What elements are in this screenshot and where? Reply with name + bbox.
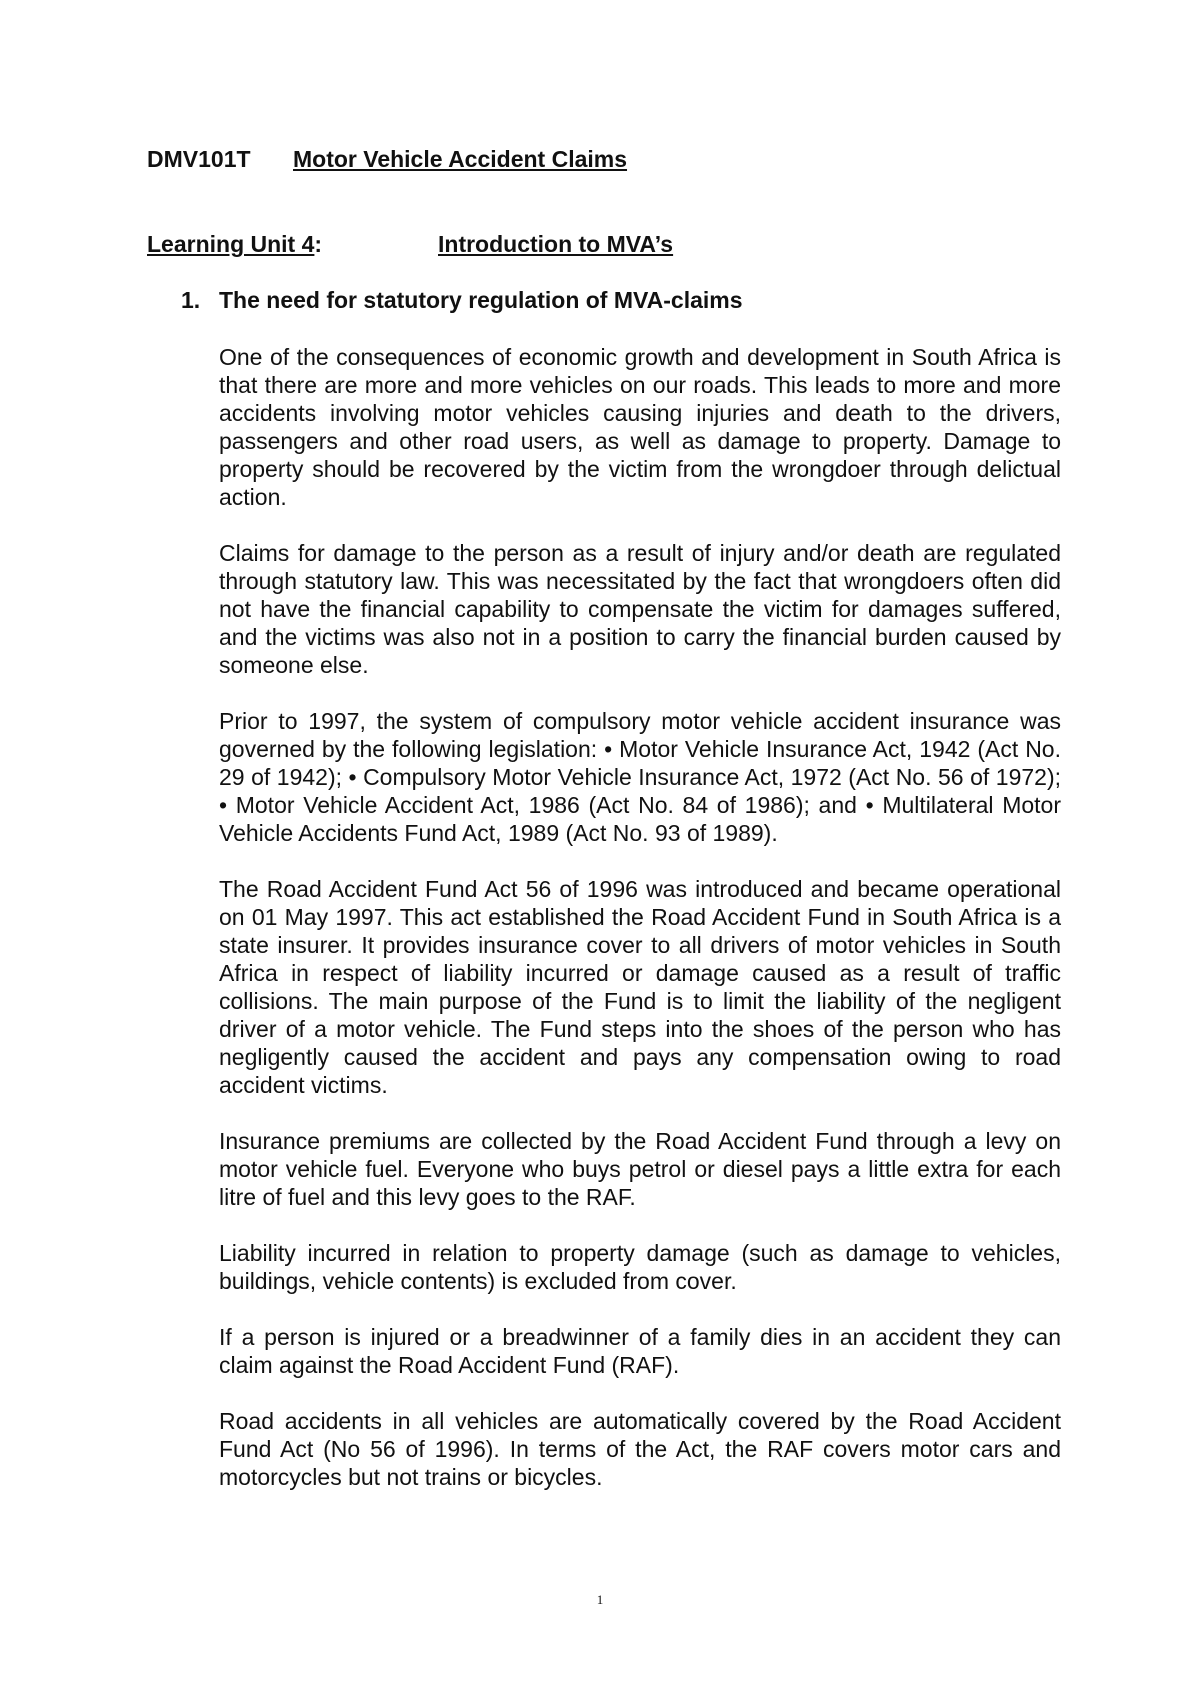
learning-unit-label-text: Learning Unit 4 [147, 231, 315, 257]
course-header [147, 146, 627, 173]
paragraph-prior-legislation: Prior to 1997, the system of compulsory motor vehicle accident insurance was governed by the following legislation: • Motor Vehicle Insurance Act, 1942 (Act No. 29 of 1942); • Compulsory Motor Vehicle Insurance Act, 1972 (Act No. 56 of 1972); • Motor Vehicle Accident Act, 1986 (Act No. 84 of 1986); and • Multilateral Motor Vehicle Accidents Fund Act, 1989 (Act No. 93 of 1989). [219, 708, 1061, 846]
paragraph-statutory-claims: Claims for damage to the person as a result of injury and/or death are regulated through statutory law. This was necessitated by the fact that wrongdoers often did not have the financial capability to compensate the victim for damages suffered, and the victims was also not in a position to carry the financial burden caused by someone else. [219, 540, 1061, 678]
paragraph-raf-act: The Road Accident Fund Act 56 of 1996 was introduced and became operational on 01 May 1997. This act established the Road Accident Fund in South Africa is a state insurer. It provides insurance cover to all drivers of motor vehicles in South Africa in respect of liability incurred or damage caused as a result of traffic collisions. The main purpose of the Fund is to limit the liability of the negligent driver of a motor vehicle. The Fund steps into the shoes of the person who has negligently caused the accident and pays any compensation owing to road accident victims. [219, 876, 1061, 1098]
paragraph-property-damage: Liability incurred in relation to property damage (such as damage to vehicles, buildings, vehicle contents) is excluded from cover. [219, 1240, 1061, 1294]
learning-unit-label [147, 231, 438, 258]
learning-unit-title: Introduction to MVA’s [438, 231, 674, 257]
paragraph-covered-vehicles: Road accidents in all vehicles are automatically covered by the Road Accident Fund Act (No 56 of 1996). In terms of the Act, the RAF covers motor cars and motorcycles but not trains or bicycles. [219, 1408, 1061, 1490]
section-heading [181, 287, 743, 314]
learning-unit-colon: : [314, 231, 323, 257]
section-number: 1. [181, 287, 201, 313]
paragraph-insurance-premiums: Insurance premiums are collected by the Road Accident Fund through a levy on motor vehicle fuel. Everyone who buys petrol or diesel pays a little extra for each litre of fuel and this levy goes to the RAF. [219, 1128, 1061, 1210]
paragraph-claim-against-raf: If a person is injured or a breadwinner of a family dies in an accident they can claim against the Road Accident Fund (RAF). [219, 1324, 1061, 1378]
section-heading-text: The need for statutory regulation of MVA-claims [219, 287, 743, 313]
learning-unit-header [147, 231, 673, 258]
course-code: DMV101T [147, 146, 251, 172]
page-number: 1 [596, 1592, 604, 1607]
body-text [219, 343, 1061, 1519]
paragraph-economic-growth: One of the consequences of economic growth and development in South Africa is that there are more and more vehicles on our roads. This leads to more and more accidents involving motor vehicles causing injuries and death to the drivers, passengers and other road users, as well as damage to property. Damage to property should be recovered by the victim from the wrongdoer through delictual action. [219, 344, 1061, 510]
course-title: Motor Vehicle Accident Claims [293, 146, 628, 172]
